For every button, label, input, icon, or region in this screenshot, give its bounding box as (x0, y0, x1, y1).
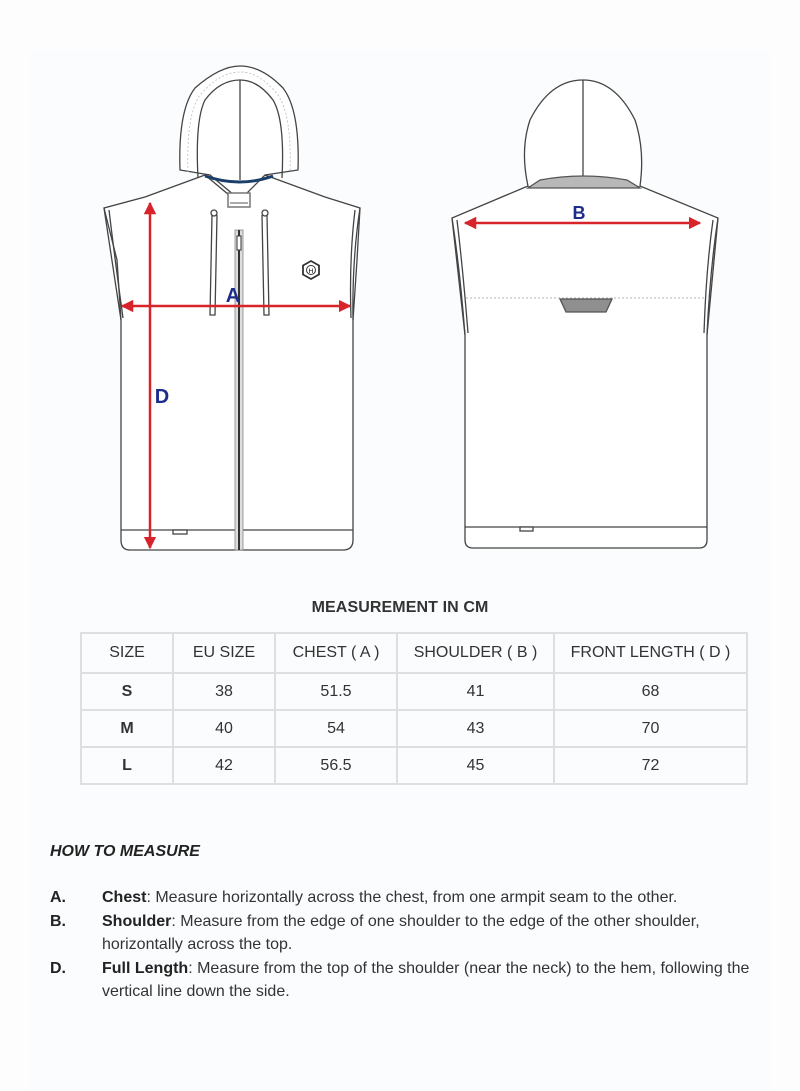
cell-shoulder: 45 (397, 747, 554, 784)
back-view-vest (452, 80, 718, 548)
svg-text:H: H (308, 268, 314, 275)
chest-label: A (225, 285, 241, 307)
cell-shoulder: 43 (397, 710, 554, 747)
item-term: Full Length (102, 960, 189, 977)
item-text: : Measure from the edge of one shoulder to the edge of the other shoulder, horizontally across the top. (102, 913, 700, 953)
cell-chest: 54 (275, 710, 397, 747)
cell-size: S (81, 673, 173, 710)
item-text: : Measure horizontally across the chest, from one armpit seam to the other. (146, 889, 678, 906)
table-row (81, 710, 747, 747)
size-chart-table (80, 632, 748, 785)
item-letter: B. (50, 913, 66, 930)
how-to-measure-list (50, 886, 780, 1004)
item-letter: A. (50, 889, 66, 906)
item-description (102, 910, 780, 956)
item-term: Shoulder (102, 913, 172, 930)
item-text: : Measure from the top of the shoulder (near the neck) to the hem, following the vertical line down the side. (102, 960, 750, 1000)
header-chest: CHEST ( A ) (275, 633, 397, 673)
header-shoulder: SHOULDER ( B ) (397, 633, 554, 673)
shoulder-label: B (572, 203, 586, 223)
front-length-label: D (154, 386, 170, 408)
header-front-length: FRONT LENGTH ( D ) (554, 633, 747, 673)
header-size: SIZE (81, 633, 173, 673)
cell-size: L (81, 747, 173, 784)
table-title: MEASUREMENT IN CM (311, 599, 489, 616)
table-row (81, 673, 747, 710)
how-to-measure-title: HOW TO MEASURE (50, 843, 200, 860)
list-item-full-length (50, 957, 780, 1003)
cell-front-length: 70 (554, 710, 747, 747)
cell-shoulder: 41 (397, 673, 554, 710)
item-description (102, 957, 780, 1003)
cell-chest: 51.5 (275, 673, 397, 710)
cell-chest: 56.5 (275, 747, 397, 784)
cell-front-length: 68 (554, 673, 747, 710)
cell-eu-size: 40 (173, 710, 275, 747)
list-item-chest (50, 886, 780, 909)
list-item-shoulder (50, 910, 780, 956)
brand-logo-icon (303, 261, 319, 279)
cell-eu-size: 38 (173, 673, 275, 710)
cell-front-length: 72 (554, 747, 747, 784)
table-row (81, 747, 747, 784)
table-header-row (81, 633, 747, 673)
item-description (102, 886, 780, 909)
item-term: Chest (102, 889, 147, 906)
header-eu-size: EU SIZE (173, 633, 275, 673)
cell-eu-size: 42 (173, 747, 275, 784)
item-letter: D. (50, 960, 66, 977)
front-view-vest (104, 66, 360, 550)
cell-size: M (81, 710, 173, 747)
